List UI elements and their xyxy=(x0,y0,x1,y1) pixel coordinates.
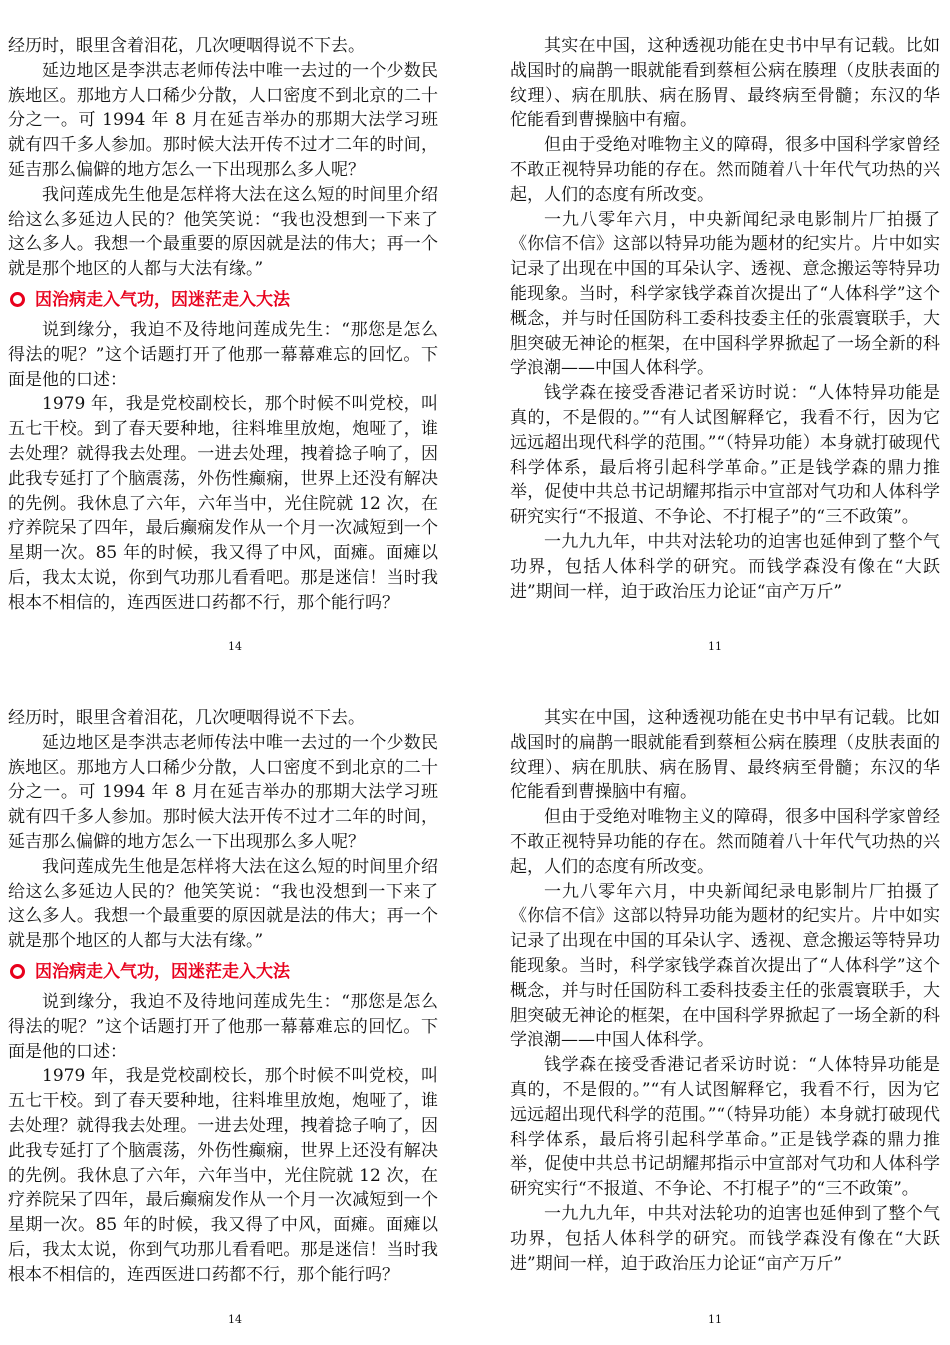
page-number: 11 xyxy=(708,1313,722,1326)
paragraph: 一九八零年六月，中央新闻纪录电影制片厂拍摄了《你信不信》这部以特异功能为题材的纪实片。片中如实记录了出现在中国的耳朵认字、透视、意念搬运等特异功能现象。当时，科学家钱学森首次提出了“人体科学”这个概念，并与时任国防科工委科技委主任的张震寰联手，大胆突破无神论的框架，在中国科学界掀起了一场全新的科学浪潮——中国人体科学。 xyxy=(510,209,940,379)
section-heading xyxy=(8,960,438,984)
paragraph: 一九九九年，中共对法轮功的迫害也延伸到了整个气功界，包括人体科学的研究。而钱学森没有像在“大跃进”期间一样，迫于政治压力论证“亩产万斤” xyxy=(510,1203,940,1274)
circle-bullet-icon xyxy=(10,292,25,307)
paragraph: 说到缘分，我迫不及待地问莲成先生：“那您是怎么得法的呢？”这个话题打开了他那一幕幕难忘的回忆。下面是他的口述： xyxy=(8,991,438,1062)
paragraph: 延边地区是李洪志老师传法中唯一去过的一个少数民族地区。那地方人口稀少分散，人口密度不到北京的二十分之一。可 1994 年 8 月在延吉举办的那期大法学习班就有四千多人参加。那时候大法开传不过才二年的时间，延吉那么偏僻的地方怎么一下出现那么多人呢？ xyxy=(8,732,438,852)
paragraph: 说到缘分，我迫不及待地问莲成先生：“那您是怎么得法的呢？”这个话题打开了他那一幕幕难忘的回忆。下面是他的口述： xyxy=(8,319,438,390)
section-heading xyxy=(8,288,438,312)
paragraph: 经历时，眼里含着泪花，几次哽咽得说不下去。 xyxy=(8,708,365,728)
section-heading-text: 因治病走入气功，因迷茫走入大法 xyxy=(35,961,290,982)
right-page-top xyxy=(510,34,940,604)
paragraph: 钱学森在接受香港记者采访时说：“人体特异功能是真的，不是假的。”“有人试图解释它，我看不行，因为它远远超出现代科学的范围。”“（特异功能）本身就打破现代科学体系，最后将引起科学革命。”正是钱学森的鼎力推举，促使中共总书记胡耀邦指示中宣部对气功和人体科学研究实行“不报道、不争论、不打棍子”的“三不政策”。 xyxy=(510,1055,940,1200)
section-heading-text: 因治病走入气功，因迷茫走入大法 xyxy=(35,289,290,310)
paragraph: 我问莲成先生他是怎样将大法在这么短的时间里介绍给这么多延边人民的？他笑笑说：“我也没想到一下来了这么多人。我想一个最重要的原因就是法的伟大；再一个就是那个地区的人都与大法有缘。” xyxy=(8,184,438,280)
paragraph: 经历时，眼里含着泪花，几次哽咽得说不下去。 xyxy=(8,36,365,56)
paragraph: 其实在中国，这种透视功能在史书中早有记载。比如战国时的扁鹊一眼就能看到蔡桓公病在腠理（皮肤表面的纹理）、病在肌肤、病在肠胃、最终病至骨髓；东汉的华佗能看到曹操脑中有瘤。 xyxy=(510,36,940,131)
left-page-bottom xyxy=(8,706,438,1288)
paragraph: 其实在中国，这种透视功能在史书中早有记载。比如战国时的扁鹊一眼就能看到蔡桓公病在腠理（皮肤表面的纹理）、病在肌肤、病在肠胃、最终病至骨髓；东汉的华佗能看到曹操脑中有瘤。 xyxy=(510,708,940,803)
paragraph: 1979 年，我是党校副校长，那个时候不叫党校，叫五七干校。到了春天要种地，往料堆里放炮，炮哑了，谁去处理？就得我去处理。一进去处理，拽着捻子响了，因此我专延打了个脑震荡，外伤性癫痫，世界上还没有解决的先例。我休息了六年，六年当中，光住院就 12 次，在疗养院呆了四年，最后癫痫发作从一个月一次减短到一个星期一次。85 年的时候，我又得了中风，面瘫。面瘫以后，我太太说，你到气功那儿看看吧。那是迷信！当时我根本不相信的，连西医进口药都不行，那个能行吗？ xyxy=(8,394,438,613)
right-page-bottom xyxy=(510,706,940,1276)
page-number: 11 xyxy=(708,640,722,653)
page-number: 14 xyxy=(228,640,242,653)
paragraph: 一九九九年，中共对法轮功的迫害也延伸到了整个气功界，包括人体科学的研究。而钱学森没有像在“大跃进”期间一样，迫于政治压力论证“亩产万斤” xyxy=(510,531,940,602)
paragraph: 但由于受绝对唯物主义的障碍，很多中国科学家曾经不敢正视特异功能的存在。然而随着八十年代气功热的兴起，人们的态度有所改变。 xyxy=(510,135,940,205)
paragraph: 但由于受绝对唯物主义的障碍，很多中国科学家曾经不敢正视特异功能的存在。然而随着八十年代气功热的兴起，人们的态度有所改变。 xyxy=(510,807,940,877)
left-page-top xyxy=(8,34,438,616)
paragraph: 延边地区是李洪志老师传法中唯一去过的一个少数民族地区。那地方人口稀少分散，人口密度不到北京的二十分之一。可 1994 年 8 月在延吉举办的那期大法学习班就有四千多人参加。那时候大法开传不过才二年的时间，延吉那么偏僻的地方怎么一下出现那么多人呢？ xyxy=(8,60,438,180)
paragraph: 一九八零年六月，中央新闻纪录电影制片厂拍摄了《你信不信》这部以特异功能为题材的纪实片。片中如实记录了出现在中国的耳朵认字、透视、意念搬运等特异功能现象。当时，科学家钱学森首次提出了“人体科学”这个概念，并与时任国防科工委科技委主任的张震寰联手，大胆突破无神论的框架，在中国科学界掀起了一场全新的科学浪潮——中国人体科学。 xyxy=(510,881,940,1051)
page-number: 14 xyxy=(228,1313,242,1326)
paragraph: 钱学森在接受香港记者采访时说：“人体特异功能是真的，不是假的。”“有人试图解释它，我看不行，因为它远远超出现代科学的范围。”“（特异功能）本身就打破现代科学体系，最后将引起科学革命。”正是钱学森的鼎力推举，促使中共总书记胡耀邦指示中宣部对气功和人体科学研究实行“不报道、不争论、不打棍子”的“三不政策”。 xyxy=(510,383,940,528)
circle-bullet-icon xyxy=(10,964,25,979)
paragraph: 1979 年，我是党校副校长，那个时候不叫党校，叫五七干校。到了春天要种地，往料堆里放炮，炮哑了，谁去处理？就得我去处理。一进去处理，拽着捻子响了，因此我专延打了个脑震荡，外伤性癫痫，世界上还没有解决的先例。我休息了六年，六年当中，光住院就 12 次，在疗养院呆了四年，最后癫痫发作从一个月一次减短到一个星期一次。85 年的时候，我又得了中风，面瘫。面瘫以后，我太太说，你到气功那儿看看吧。那是迷信！当时我根本不相信的，连西医进口药都不行，那个能行吗？ xyxy=(8,1066,438,1285)
paragraph: 我问莲成先生他是怎样将大法在这么短的时间里介绍给这么多延边人民的？他笑笑说：“我也没想到一下来了这么多人。我想一个最重要的原因就是法的伟大；再一个就是那个地区的人都与大法有缘。” xyxy=(8,856,438,952)
